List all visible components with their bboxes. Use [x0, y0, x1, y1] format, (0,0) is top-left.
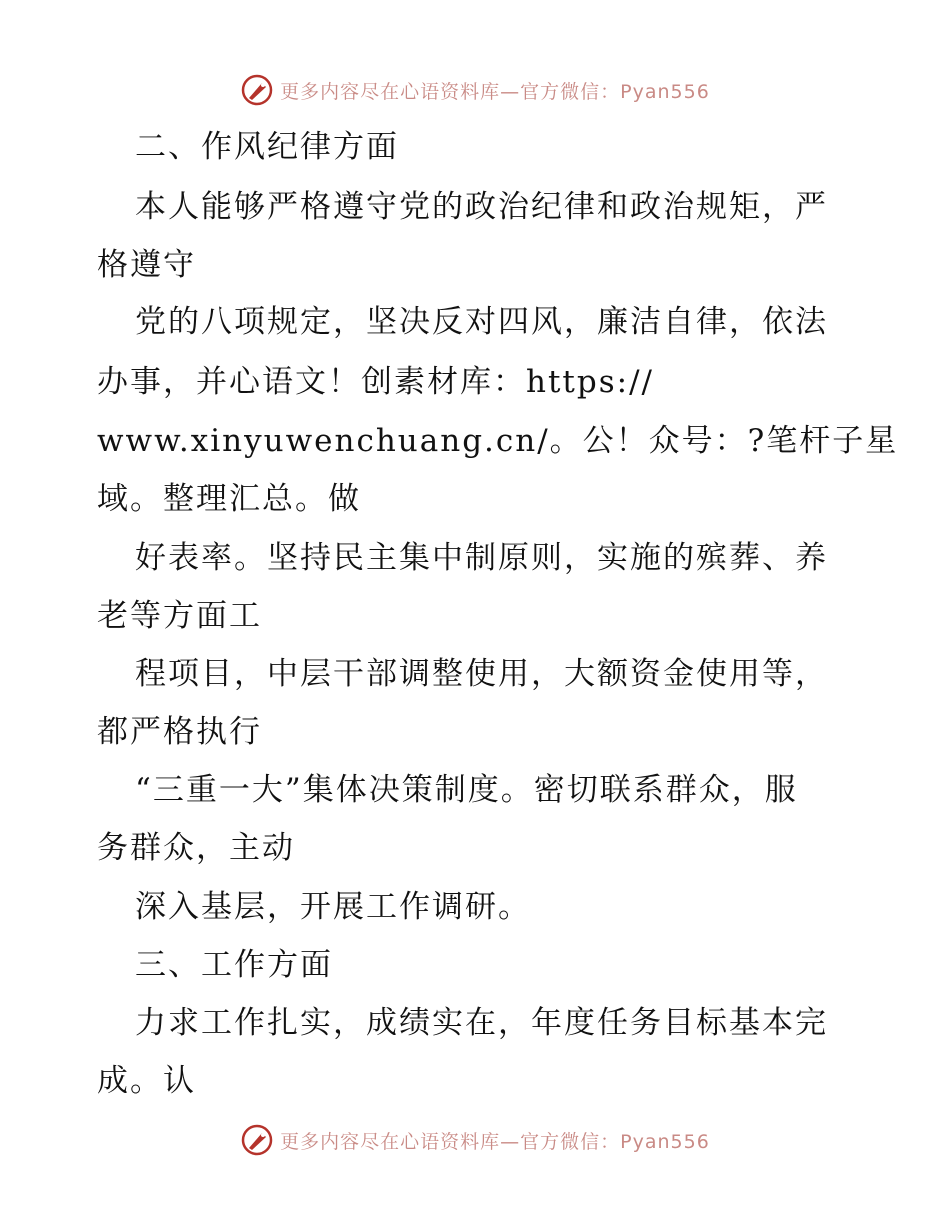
paragraph-line: 成。认 [97, 1063, 196, 1099]
paragraph-line: www.xinyuwenchuang.cn/。公！众号：?笔杆子星 [97, 423, 899, 459]
paragraph-line: 党的八项规定，坚决反对四风，廉洁自律，依法 [135, 304, 828, 340]
paragraph-line: 程项目，中层干部调整使用，大额资金使用等， [135, 656, 828, 692]
pen-nib-logo-icon [240, 73, 274, 107]
pen-nib-logo-icon [240, 1123, 274, 1157]
paragraph-line: 力求工作扎实，成绩实在，年度任务目标基本完 [135, 1005, 828, 1041]
paragraph-line: 老等方面工 [97, 598, 262, 634]
paragraph-line: 格遵守 [97, 247, 196, 283]
paragraph-line: 本人能够严格遵守党的政治纪律和政治规矩，严 [135, 189, 828, 225]
section-heading-discipline: 二、作风纪律方面 [135, 129, 399, 165]
paragraph-line: 域。整理汇总。做 [97, 481, 361, 517]
paragraph-line: 深入基层，开展工作调研。 [135, 889, 531, 925]
header-watermark-text: 更多内容尽在心语资料库—官方微信：Pyan556 [280, 80, 710, 103]
paragraph-line: 办事，并心语文！创素材库：https:// [97, 364, 654, 400]
paragraph-line: “三重一大”集体决策制度。密切联系群众，服 [135, 772, 798, 808]
header-watermark-banner [0, 70, 950, 110]
footer-watermark-banner [0, 1120, 950, 1160]
paragraph-line: 好表率。坚持民主集中制原则，实施的殡葬、养 [135, 540, 828, 576]
footer-watermark-text: 更多内容尽在心语资料库—官方微信：Pyan556 [280, 1130, 710, 1153]
section-heading-work: 三、工作方面 [135, 947, 333, 983]
paragraph-line: 都严格执行 [97, 714, 262, 750]
paragraph-line: 务群众，主动 [97, 830, 295, 866]
